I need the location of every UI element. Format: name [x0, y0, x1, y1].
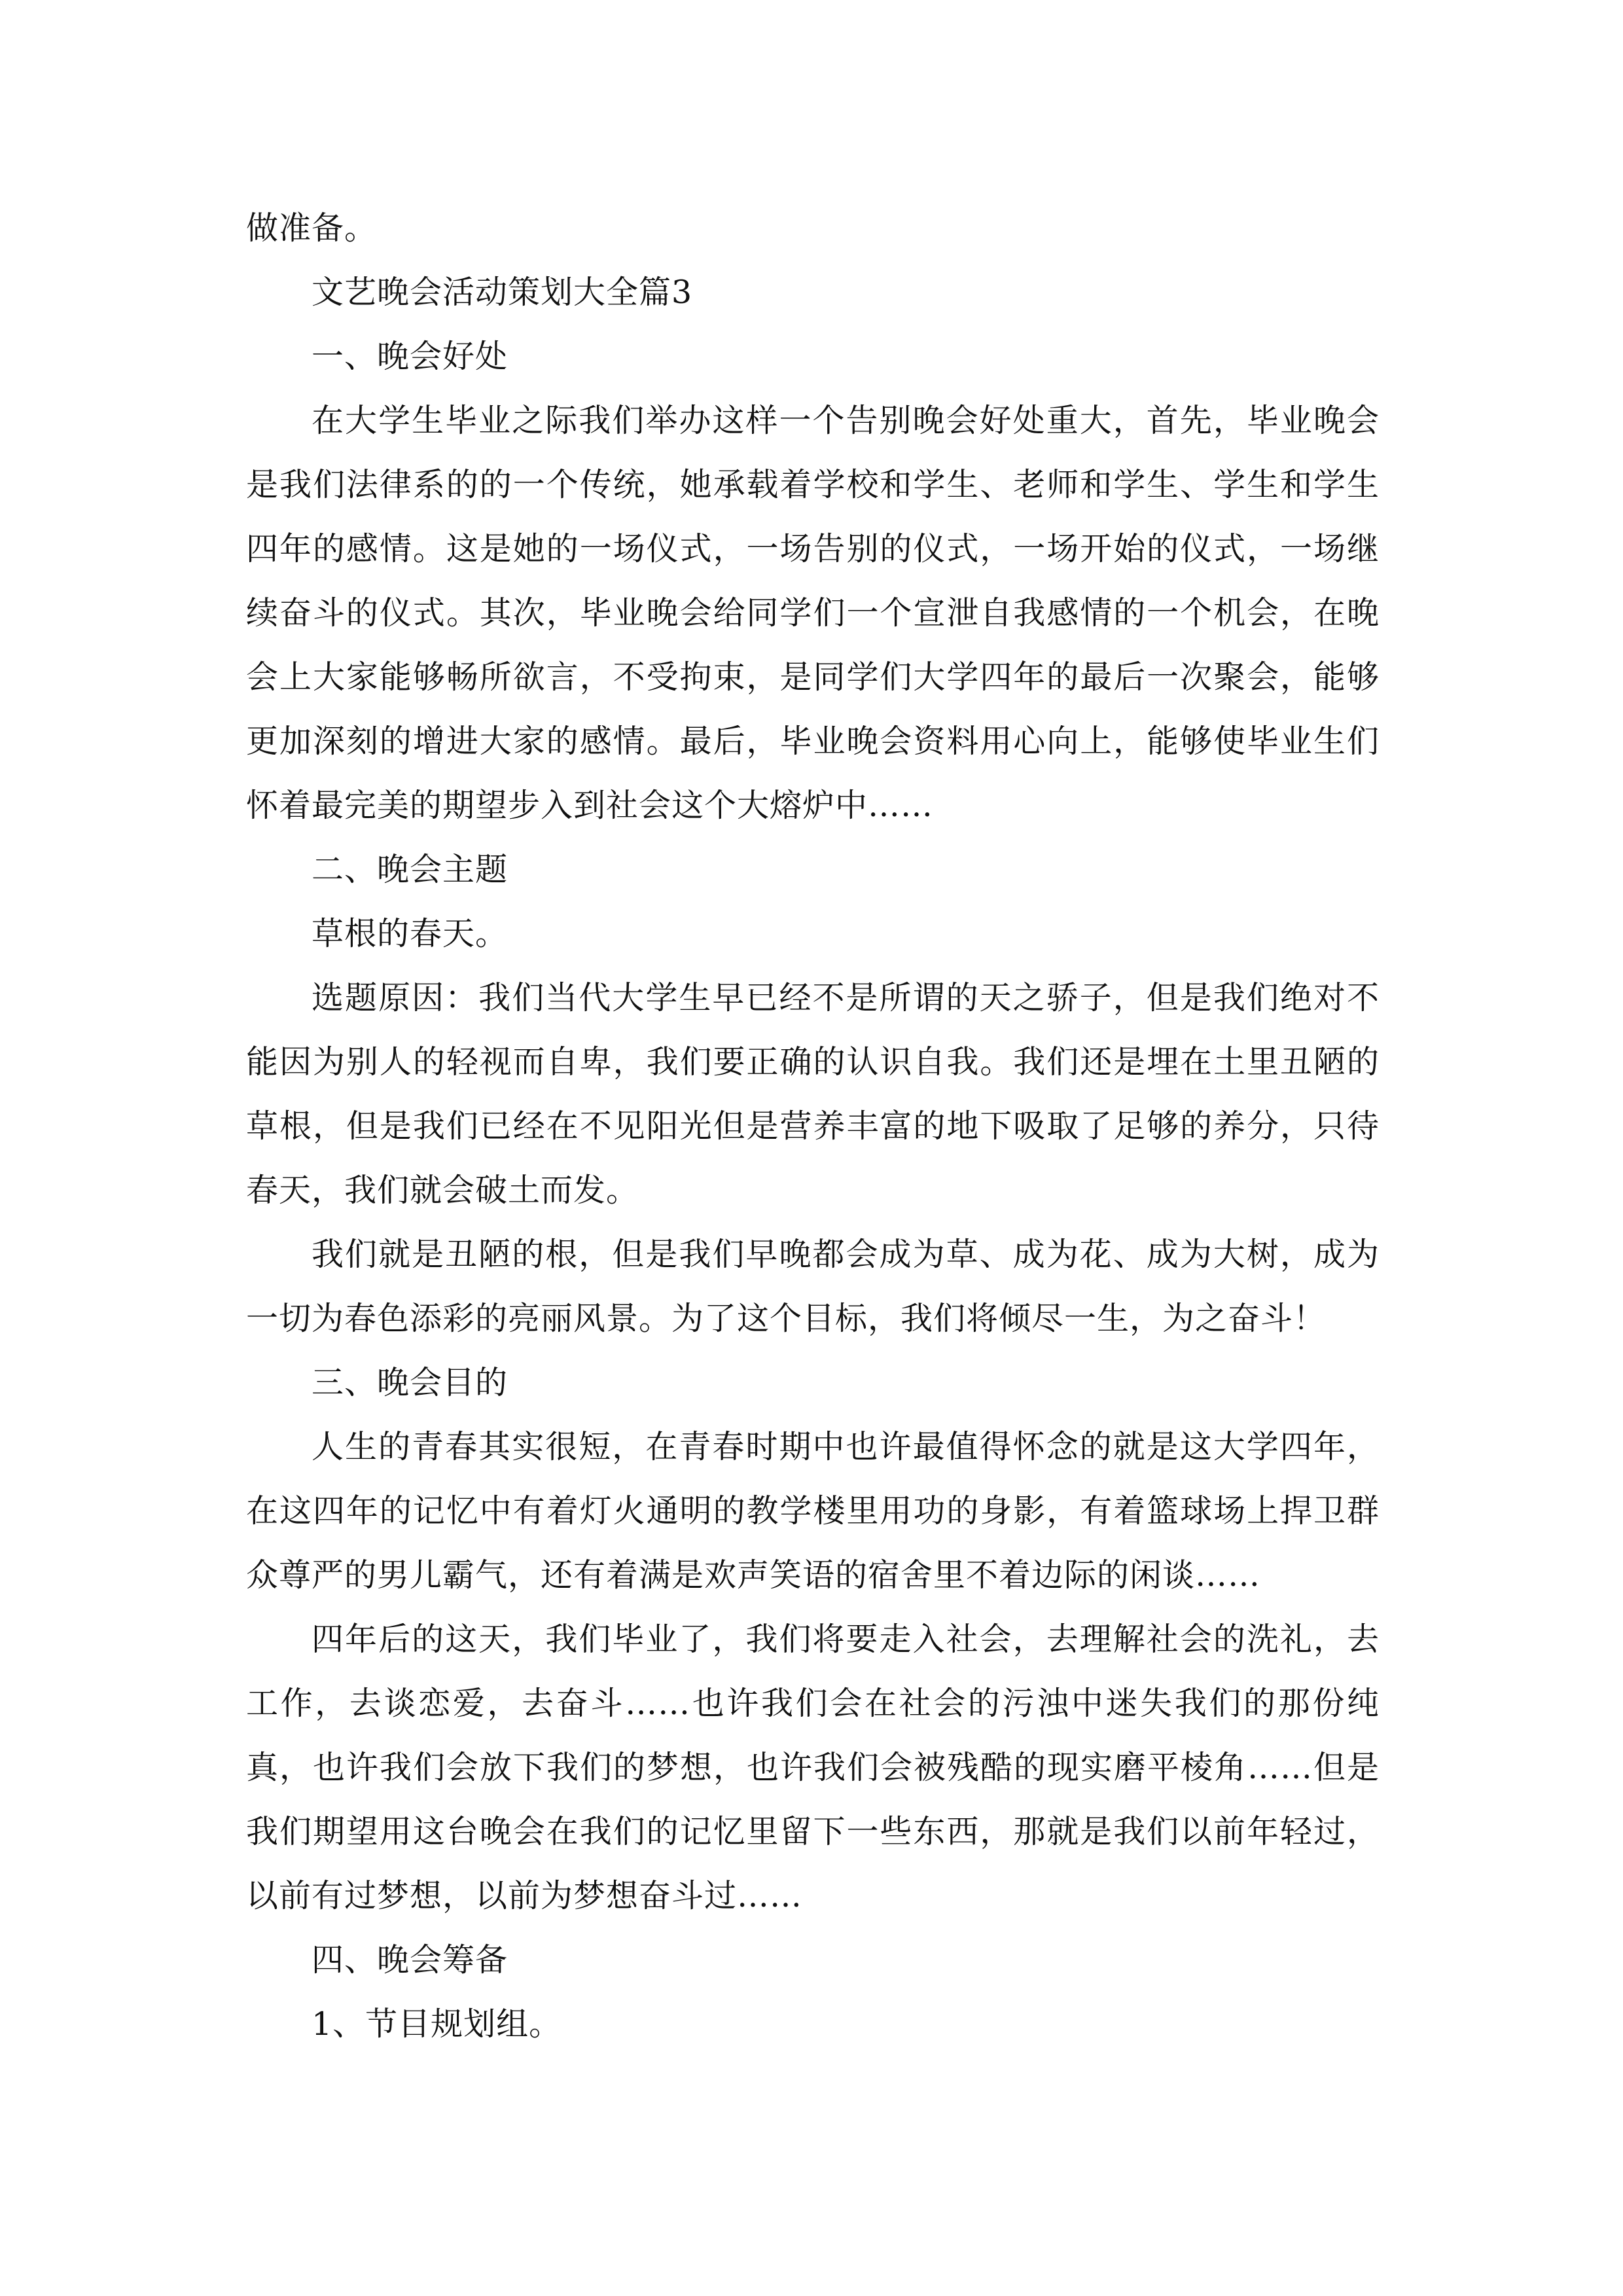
paragraph-continuation: 做准备。: [246, 209, 378, 247]
paragraph-theme-reason: 选题原因：我们当代大学生早已经不是所谓的天之骄子，但是我们绝对不能因为别人的轻视而自卑，我们要正确的认识自我。我们还是埋在土里丑陋的草根，但是我们已经在不见阳光但是营养丰富的地下吸取了足够的养分，只待春天，我们就会破土而发。: [246, 979, 1380, 1209]
paragraph-purpose-youth: 人生的青春其实很短，在青春时期中也许最值得怀念的就是这大学四年，在这四年的记忆中有着灯火通明的教学楼里用功的身影，有着篮球场上捍卫群众尊严的男儿霸气，还有着满是欢声笑语的宿舍里不着边际的闲谈……: [246, 1428, 1380, 1594]
document-body: [246, 196, 1380, 2056]
paragraph-purpose-graduation: 四年后的这天，我们毕业了，我们将要走入社会，去理解社会的洗礼，去工作，去谈恋爱，去奋斗……也许我们会在社会的污浊中迷失我们的那份纯真，也许我们会放下我们的梦想，也许我们会被残酷的现实磨平棱角……但是我们期望用这台晚会在我们的记忆里留下一些东西，那就是我们以前年轻过，以前有过梦想，以前为梦想奋斗过……: [246, 1621, 1380, 1914]
heading-purpose: 三、晚会目的: [312, 1364, 508, 1401]
heading-preparation: 四、晚会筹备: [312, 1941, 508, 1979]
heading-benefits: 一、晚会好处: [312, 338, 508, 375]
paragraph-roots: 我们就是丑陋的根，但是我们早晚都会成为草、成为花、成为大树，成为一切为春色添彩的亮丽风景。为了这个目标，我们将倾尽一生，为之奋斗！: [246, 1236, 1380, 1337]
heading-theme: 二、晚会主题: [312, 851, 508, 888]
list-item-program-group: 1、节目规划组。: [312, 2005, 562, 2043]
paragraph-benefits: 在大学生毕业之际我们举办这样一个告别晚会好处重大，首先，毕业晚会是我们法律系的的一个传统，她承载着学校和学生、老师和学生、学生和学生四年的感情。这是她的一场仪式，一场告别的仪式，一场开始的仪式，一场继续奋斗的仪式。其次，毕业晚会给同学们一个宣泄自我感情的一个机会，在晚会上大家能够畅所欲言，不受拘束，是同学们大学四年的最后一次聚会，能够更加深刻的增进大家的感情。最后，毕业晚会资料用心向上，能够使毕业生们怀着最完美的期望步入到社会这个大熔炉中……: [246, 402, 1380, 824]
paragraph-theme: 草根的春天。: [312, 915, 508, 952]
section-title: 文艺晚会活动策划大全篇3: [312, 274, 693, 311]
